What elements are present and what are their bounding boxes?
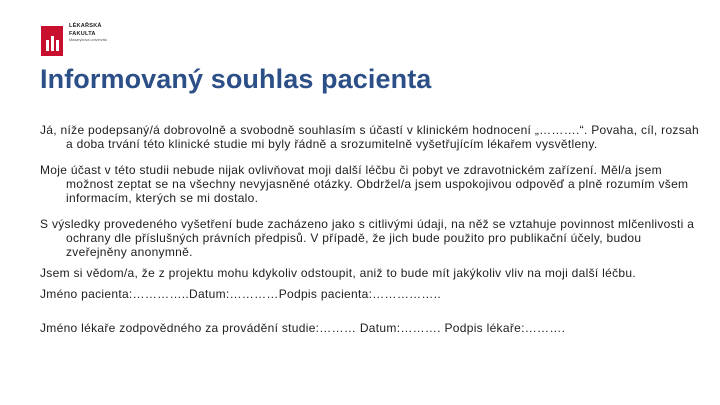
paragraph-participation: Moje účast v této studii nebude nijak ovlivňovat moji další léčbu či pobyt ve zdravotnickém zařízení. Měl/a jsem možnost zeptat se na všechny nevyjasněné otázky. Obdržel/a jsem uspokojivou odpověď a plně rozumím všem informacím, kterých se mi dostalo. xyxy=(40,163,689,205)
patient-signature-line: Jméno pacienta:…………..Datum:…………Podpis pacienta:…………….. xyxy=(40,287,441,301)
logo-text xyxy=(69,24,107,43)
faculty-logo xyxy=(41,24,107,56)
paragraph-consent-statement: Já, níže podepsaný/á dobrovolně a svobodně souhlasím s účastí v klinickém hodnocení „……….“. Povaha, cíl, rozsah a doba trvání této klinické studie mi byly řádně a srozumitelně vyšetřujícím lékařem vysvětleny. xyxy=(40,123,699,151)
faculty-logo-icon xyxy=(41,26,63,56)
paragraph-data-handling: S výsledky provedeného vyšetření bude zacházeno jako s citlivými údaji, na něž se vztahuje povinnost mlčenlivosti a ochrany dle příslušných právních předpisů. V případě, že jich bude použito pro publikační účely, budou zveřejněny anonymně. xyxy=(40,217,695,259)
logo-line-2: FAKULTA xyxy=(69,30,96,37)
logo-line-3: Masarykova univerzita xyxy=(69,38,107,43)
physician-signature-line: Jméno lékaře zodpovědného za provádění studie:……… Datum:………. Podpis lékaře:………. xyxy=(40,321,566,335)
logo-line-1: LÉKAŘSKÁ xyxy=(69,23,102,29)
page-title: Informovaný souhlas pacienta xyxy=(40,64,432,94)
paragraph-withdrawal: Jsem si vědom/a, že z projektu mohu kdykoliv odstoupit, aniž to bude mít jakýkoliv vliv na moji další léčbu. xyxy=(40,266,636,280)
consent-body xyxy=(40,123,700,335)
